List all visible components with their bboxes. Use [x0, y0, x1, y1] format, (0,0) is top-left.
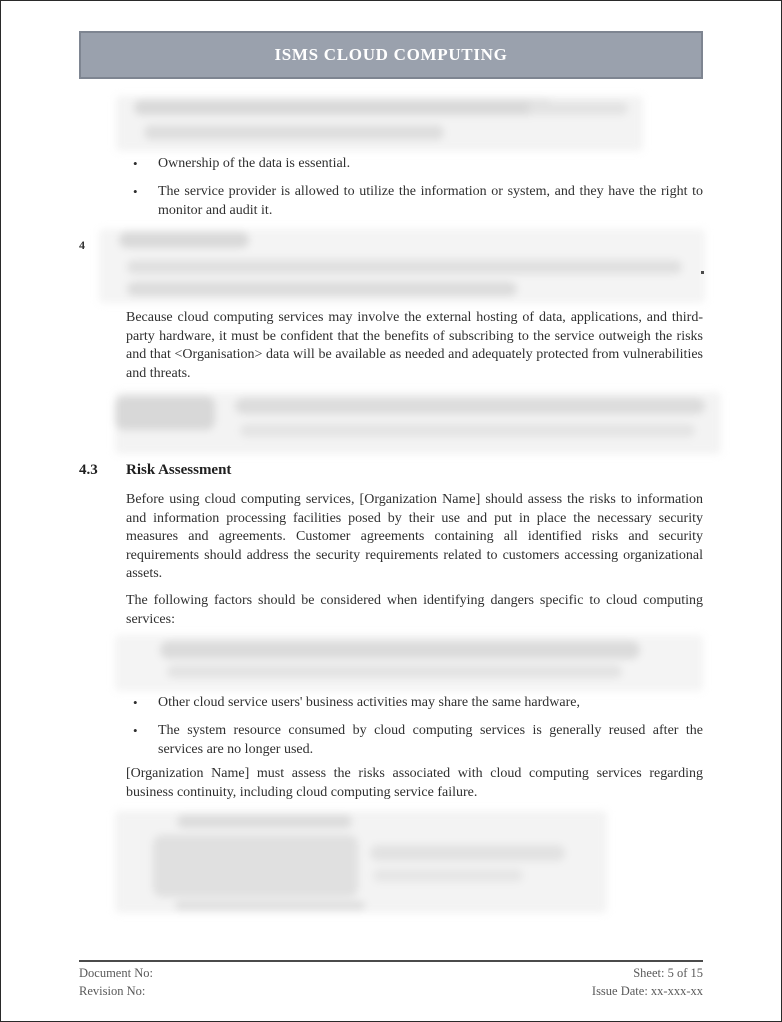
blur-smear	[153, 835, 358, 897]
footer-left	[79, 965, 153, 1000]
blur-smear	[167, 665, 622, 678]
list-item	[126, 183, 703, 220]
sheet-number: Sheet: 5 of 15	[633, 966, 703, 980]
stray-period-mark	[701, 271, 704, 274]
redacted-text-block-4	[115, 637, 703, 689]
page-title: ISMS CLOUD COMPUTING	[274, 45, 508, 64]
list-item	[126, 722, 703, 759]
bullet-marker: •	[133, 156, 138, 171]
blur-smear	[134, 100, 554, 115]
paragraph-risk-1: Before using cloud computing services, [Organization Name] should assess the risks to information and information processing facilities posed by their use and put in place the necessary security measures and agreements. Customer agreements containing all identified risks and security requirements should address the security requirements related to customers accessing organizational assets.	[126, 492, 703, 582]
blur-smear	[175, 901, 365, 910]
document-no-label: Document No:	[79, 966, 153, 980]
redacted-section-4-2	[79, 232, 709, 302]
blur-smear	[127, 282, 517, 296]
redacted-text-block-5	[115, 813, 607, 911]
blur-smear	[240, 424, 695, 437]
blur-smear	[127, 260, 682, 274]
blur-smear	[373, 869, 523, 882]
list-item	[126, 155, 703, 174]
section-heading-4-3	[79, 462, 703, 479]
bullet-text: Ownership of the data is essential.	[158, 156, 351, 171]
section-number: 4.3	[79, 462, 98, 478]
redacted-text-block-1	[116, 98, 643, 149]
blur-smear	[235, 398, 705, 414]
section-number-fragment: 4	[79, 238, 85, 252]
blur-smear	[115, 396, 215, 430]
paragraph-risk-3: [Organization Name] must assess the risks associated with cloud computing services regarding business continuity, including cloud computing service failure.	[126, 766, 703, 800]
blur-smear	[119, 232, 249, 248]
section-title: Risk Assessment	[126, 462, 232, 478]
bullet-text: The service provider is allowed to utilize the information or system, and they have the right to monitor and audit it.	[158, 184, 703, 218]
footer-right	[592, 965, 703, 1000]
blur-smear	[177, 815, 352, 828]
paragraph-risk-2: The following factors should be considered when identifying dangers specific to cloud computing services:	[126, 593, 703, 627]
title-banner	[79, 31, 703, 79]
redacted-text-block-3	[115, 394, 721, 452]
bullet-text: The system resource consumed by cloud computing services is generally reused after the services are no longer used.	[158, 723, 703, 757]
blur-smear	[144, 125, 444, 140]
list-item	[126, 694, 703, 713]
blur-smear	[370, 845, 565, 861]
bullet-marker: •	[133, 695, 138, 710]
bullet-list-top	[126, 155, 703, 230]
redacted-text-block-2	[95, 232, 709, 302]
bullet-list-bottom	[126, 694, 703, 769]
bullet-marker: •	[133, 184, 138, 200]
blur-smear	[528, 102, 628, 115]
bullet-marker: •	[133, 723, 138, 739]
page-footer	[79, 960, 703, 1000]
revision-no-label: Revision No:	[79, 983, 146, 998]
bullet-text: Other cloud service users' business activities may share the same hardware,	[158, 695, 580, 710]
paragraph-because: Because cloud computing services may involve the external hosting of data, applications, and third-party hardware, it must be confident that the benefits of subscribing to the service outweigh the risks and that <Organisation> data will be available as needed and adequately protected from vulnerabilities and threats.	[126, 310, 703, 381]
issue-date: Issue Date: xx-xxx-xx	[591, 983, 703, 998]
blur-smear	[160, 641, 640, 659]
